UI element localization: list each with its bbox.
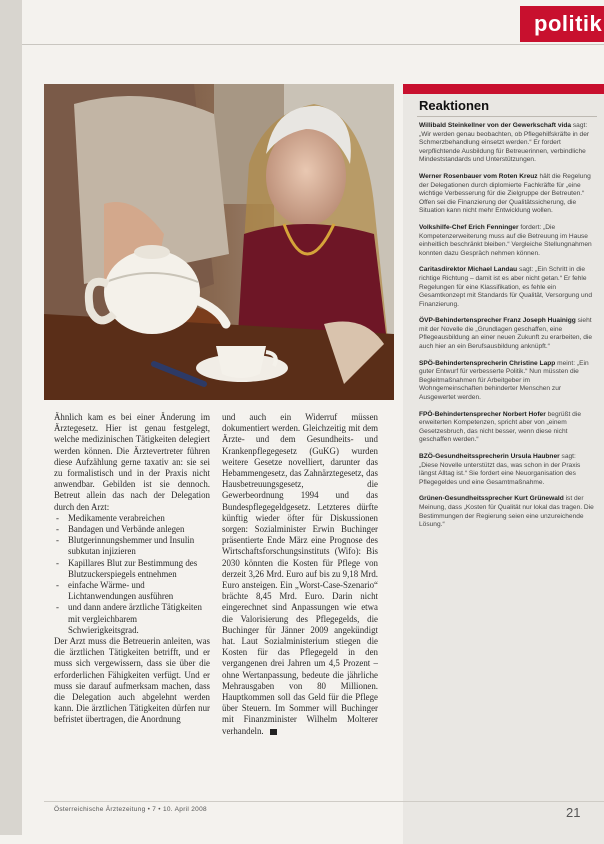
reaction-text: sagt: „Diese Novelle unterstützt das, was schon in der Praxis längst Alltag ist.“ Sie fordert eine Neuorganisation des Pflegegeldes und eine Gesamtmaßnahme. (419, 453, 581, 486)
article-column-1 (54, 412, 210, 726)
reaction-text: hält die Regelung der Delegationen durch diplomierte Fachkräfte für „eine wichtige Verbesserung für die Zielgruppe der Betreuten.“ Offen sei die Finanzierung der Qualitätssicherung, die Situation kann nicht mehr Entwicklung wollen. (419, 172, 591, 215)
sidebar-title: Reaktionen (419, 98, 490, 113)
reaction-speaker: ÖVP-Behindertensprecher Franz Joseph Huainigg (419, 317, 576, 325)
page-gutter (0, 0, 22, 835)
list-item: - einfache Wärme- und Lichtanwendungen ausführen (54, 580, 210, 602)
reaction-text: fordert: „Die Kompetenzerweiterung muss auf die Betreuung im Hause einheitlich beschränkt bleiben.“ Vergleiche Stellungnahmen konnten dazu Gespräch nehmen können. (419, 223, 592, 257)
list-item: - Blutgerinnungshemmer und Insulin subkutan injizieren (54, 535, 210, 557)
reaction-item (419, 411, 595, 445)
reaction-item (419, 360, 595, 403)
reaction-item (419, 122, 595, 165)
reaction-speaker: SPÖ-Behindertensprecherin Christine Lapp (419, 359, 556, 367)
reaction-item (419, 317, 595, 351)
article-photo (44, 84, 394, 400)
delegation-list (54, 513, 210, 636)
reaction-item (419, 224, 595, 258)
article-text: und auch ein Widerruf müssen dokumentiert werden. Gleichzeitig mit dem Ärzte- und dem Gesundheits- und Krankenpflegegesetz (GuKG) wurden weitere Gesetze novelliert, darunter das Hebammengesetz, das Zahnärztegesetz, das Hausbetreuungsgesetz, die Gewerbeordnung 1994 und das Bundespflegegeldgesetz. Letzteres dürfte künftig wieder öfter für Diskussionen sorgen: Sozialminister Erwin Buchinger präsentierte Ende März eine Prognose des Wirtschaftsforschungsinstituts (Wifo): Bis 2030 könnten die Kosten für Pflege von derzeit 3,26 Mrd. Euro auf bis zu 9,18 Mrd. Euro ansteigen. Ein „Worst-Case-Szenario“ brächte 8,45 Mrd. Euro. Darin nicht eingerechnet sind Anpassungen wie etwa die Valorisierung des Pflegegelds, die Buchinger für Jänner 2009 angekündigt hat. Laut Sozialministerium stiegen die Kosten für das Pflegegeld in den vergangenen drei Jahren um 4,5 Prozent – ohne Wertanpassung, bedeute die jährliche Mehrausgaben von 80 Millionen. Hauptkommen soll das Geld für die Pflege über Steuern. Im Sommer will Buchinger mit Finanzminister Wilhelm Molterer verhandeln. (222, 412, 378, 736)
list-item: - Bandagen und Verbände anlegen (54, 524, 210, 535)
reaction-speaker: Volkshilfe-Chef Erich Fenninger (419, 223, 519, 231)
reaction-text: ist der Meinung, dass „Kosten für Qualität nur lokal das tragen. Die Bestimmungen der Regierung seien eine unzureichende Lösung.“ (419, 495, 594, 529)
photo-illustration (44, 84, 394, 400)
reaction-speaker: Grünen-Gesundheitssprecher Kurt Grünewald (419, 495, 564, 503)
sidebar-divider (417, 116, 597, 117)
article-column-2 (222, 412, 378, 737)
reaction-text: meint: „Ein guter Entwurf für verbesserte Politik.“ Nun müssten die Begleitmaßnahmen für Arbeitgeber im Wohngemeinschaften behinderter Menschen zur Ausgewertet werden. (419, 359, 589, 402)
article-paragraph: Der Arzt muss die Betreuerin anleiten, was die ärztlichen Tätigkeiten betrifft, und er muss sich vergewissern, dass sie über die erforderlichen Fähigkeiten verfügt. Und er muss sie darauf aufmerksam machen, dass die Delegation auch abgelehnt werden kann. Die ärztlichen Tätigkeiten dürfen nur befristet übertragen, die Anordnung (54, 636, 210, 725)
footer-publication: Österreichische Ärztezeitung • 7 • 10. April 2008 (54, 806, 207, 813)
sidebar-body (419, 122, 595, 538)
reaction-text: begrüßt die erweiterten Kompetenzen, spricht aber von „einem Gesetzesbruch, das nicht besser, wenn diese nicht geschaffen werden.“ (419, 410, 581, 444)
page-number: 21 (566, 805, 581, 820)
reaction-speaker: Werner Rosenbauer vom Roten Kreuz (419, 172, 538, 180)
reaction-speaker: FPÖ-Behindertensprecher Norbert Hofer (419, 410, 546, 418)
reactions-sidebar (403, 84, 604, 844)
article-paragraph (222, 412, 378, 737)
reaction-text: sieht mit der Novelle die „Grundlagen geschaffen, eine Pflegeausbildung an einer neuen Zukunft zu erarbeiten, die auch hier an ein Berufsausbildung anknüpft.“ (419, 317, 593, 351)
end-mark-icon (270, 729, 277, 735)
reaction-speaker: Willibald Steinkellner von der Gewerkschaft vida (419, 122, 572, 129)
reaction-text: sagt: „Ein Schritt in die richtige Richtung – damit ist es aber nicht getan.“ Er fehle Regelungen für eine Klassifikation, es fehle ein Gesamtkonzept mit Standards für Qualität, Versorgung und Finanzierung. (419, 266, 592, 308)
section-tab: politik (520, 6, 604, 42)
header-rule (22, 44, 604, 45)
footer-rule (44, 801, 604, 802)
list-item: - Kapillares Blut zur Bestimmung des Blutzuckerspiegels entnehmen (54, 558, 210, 580)
list-item: - und dann andere ärztliche Tätigkeiten mit vergleichbarem Schwierigkeitsgrad. (54, 602, 210, 636)
article-paragraph: Ähnlich kam es bei einer Änderung im Ärztegesetz. Hier ist genau festgelegt, welche medizinischen Tätigkeiten delegiert werden können. Die Ärztevertreter führen diese Aufzählung gerne taxativ an: sie sei zu formalistisch und in der Praxis nicht anwendbar. Gebilden ist sie dennoch. Betreut allein das nach der Delegation durch den Arzt: (54, 412, 210, 512)
reaction-item (419, 453, 595, 487)
reaction-text: sagt: „Wir werden genau beobachten, ob Pflegehilfskräfte in der Schmerzbehandlung einsetzt werden.“ Er fordert verpflichtende Ausbildung für Betreuerinnen, verbindliche Mindeststandards und Unterstützungen. (419, 122, 590, 164)
reaction-item (419, 173, 595, 216)
reaction-speaker: BZÖ-Gesundheitssprecherin Ursula Haubner (419, 453, 560, 460)
sidebar-accent-bar (403, 84, 604, 94)
reaction-item (419, 495, 595, 529)
reaction-speaker: Caritasdirektor Michael Landau (419, 266, 518, 274)
list-item: - Medikamente verabreichen (54, 513, 210, 524)
reaction-item (419, 266, 595, 309)
